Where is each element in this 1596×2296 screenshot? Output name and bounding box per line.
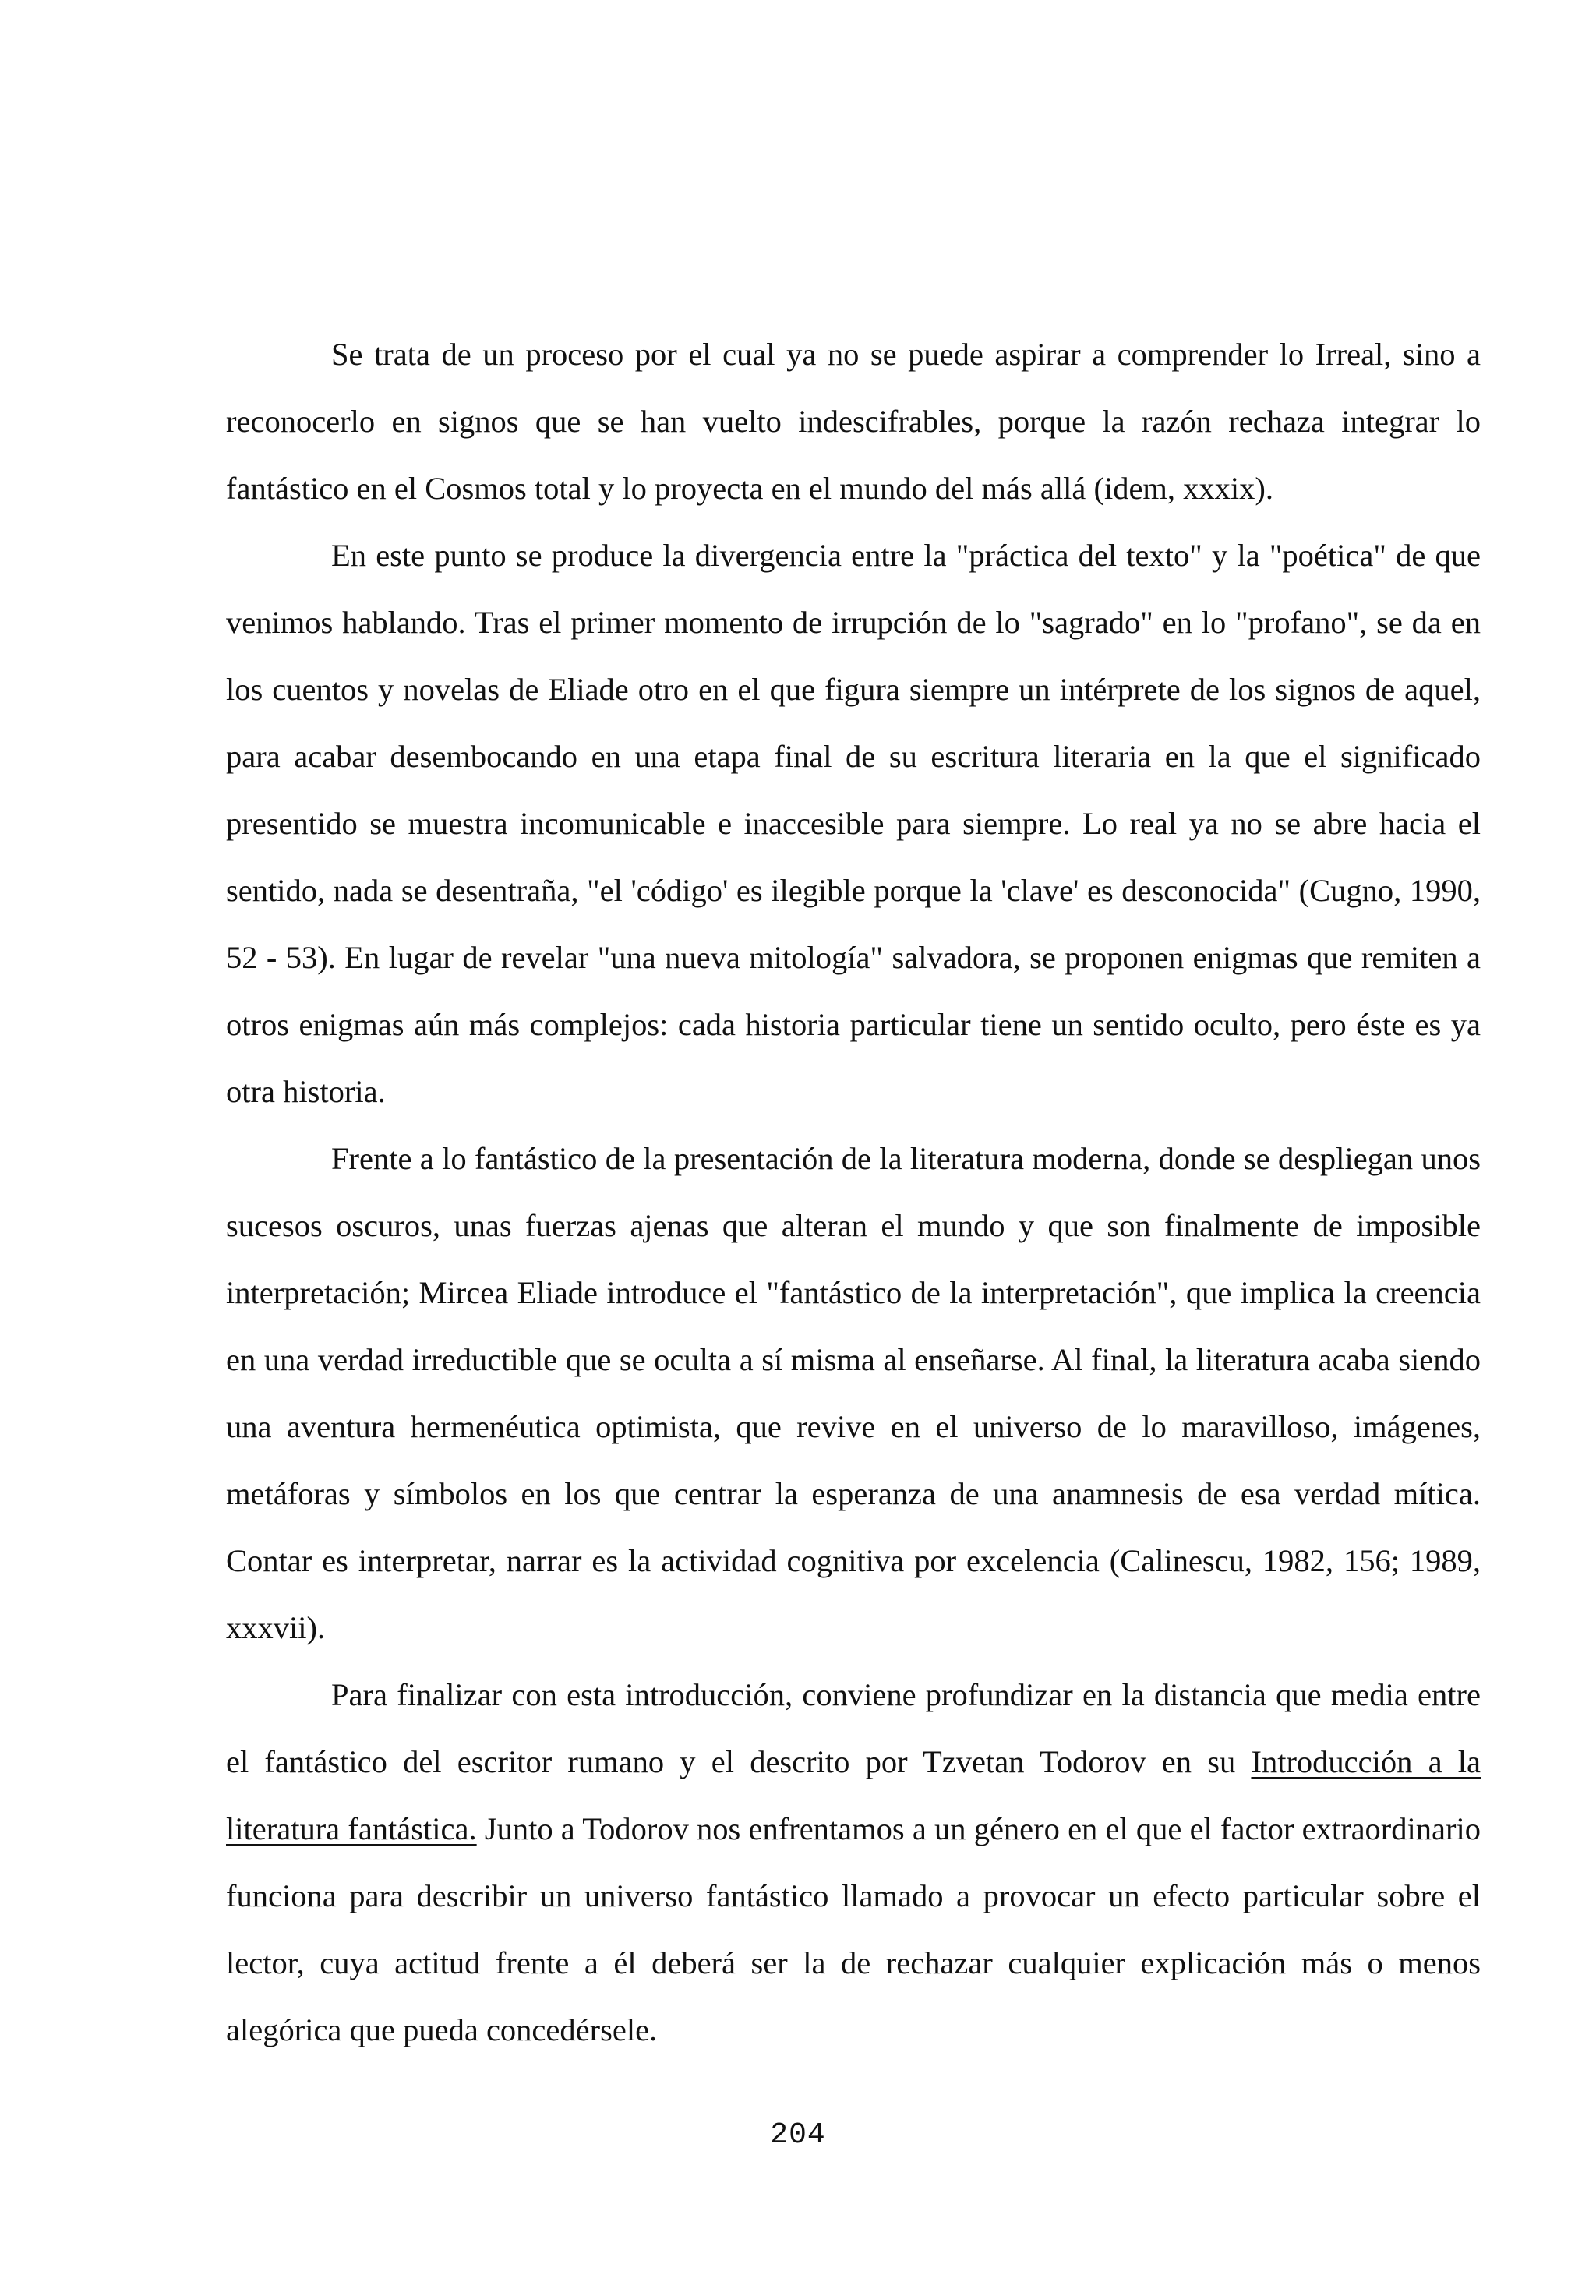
paragraph-4-before: Para finalizar con esta introducción, conviene profundizar en la distancia que media entre el fantástico del escritor rumano y el descrito por Tzvetan Todorov en su (226, 1677, 1481, 1779)
paragraph-4 (226, 1662, 1481, 2064)
book-title-underlined: Introducción a la literatura fantástica. (226, 1744, 1481, 1846)
paragraph-4-after: Junto a Todorov nos enfrentamos a un género en el que el factor extraordinario funciona para describir un universo fantástico llamado a provocar un efecto particular sobre el lector, cuya actitud frente a él deberá ser la de rechazar cualquier explicación más o menos alegórica que pueda concedérsele. (226, 1811, 1481, 2047)
page-number: 204 (770, 2118, 826, 2152)
paragraph-1: Se trata de un proceso por el cual ya no se puede aspirar a comprender lo Irreal, sino a reconocerlo en signos que se han vuelto indescifrables, porque la razón rechaza integrar lo fantástico en el Cosmos total y lo proyecta en el mundo del más allá (idem, xxxix). (226, 337, 1481, 506)
paragraph-3: Frente a lo fantástico de la presentación de la literatura moderna, donde se despliegan unos sucesos oscuros, unas fuerzas ajenas que alteran el mundo y que son finalmente de imposible interpretación; Mircea Eliade introduce el "fantástico de la interpretación", que implica la creencia en una verdad irreductible que se oculta a sí misma al enseñarse. Al final, la literatura acaba siendo una aventura hermenéutica optimista, que revive en el universo de lo maravilloso, imágenes, metáforas y símbolos en los que centrar la esperanza de una anamnesis de esa verdad mítica. Contar es interpretar, narrar es la actividad cognitiva por excelencia (Calinescu, 1982, 156; 1989, xxxvii). (226, 1141, 1481, 1645)
document-body (226, 321, 1481, 2064)
paragraph-2: En este punto se produce la divergencia entre la "práctica del texto" y la "poética" de que venimos hablando. Tras el primer momento de irrupción de lo "sagrado" en lo "profano", se da en los cuentos y novelas de Eliade otro en el que figura siempre un intérprete de los signos de aquel, para acabar desembocando en una etapa final de su escritura literaria en la que el significado presentido se muestra incomunicable e inaccesible para siempre. Lo real ya no se abre hacia el sentido, nada se desentraña, "el 'código' es ilegible porque la 'clave' es desconocida" (Cugno, 1990, 52 - 53). En lugar de revelar "una nueva mitología" salvadora, se proponen enigmas que remiten a otros enigmas aún más complejos: cada historia particular tiene un sentido oculto, pero éste es ya otra historia. (226, 538, 1481, 1109)
